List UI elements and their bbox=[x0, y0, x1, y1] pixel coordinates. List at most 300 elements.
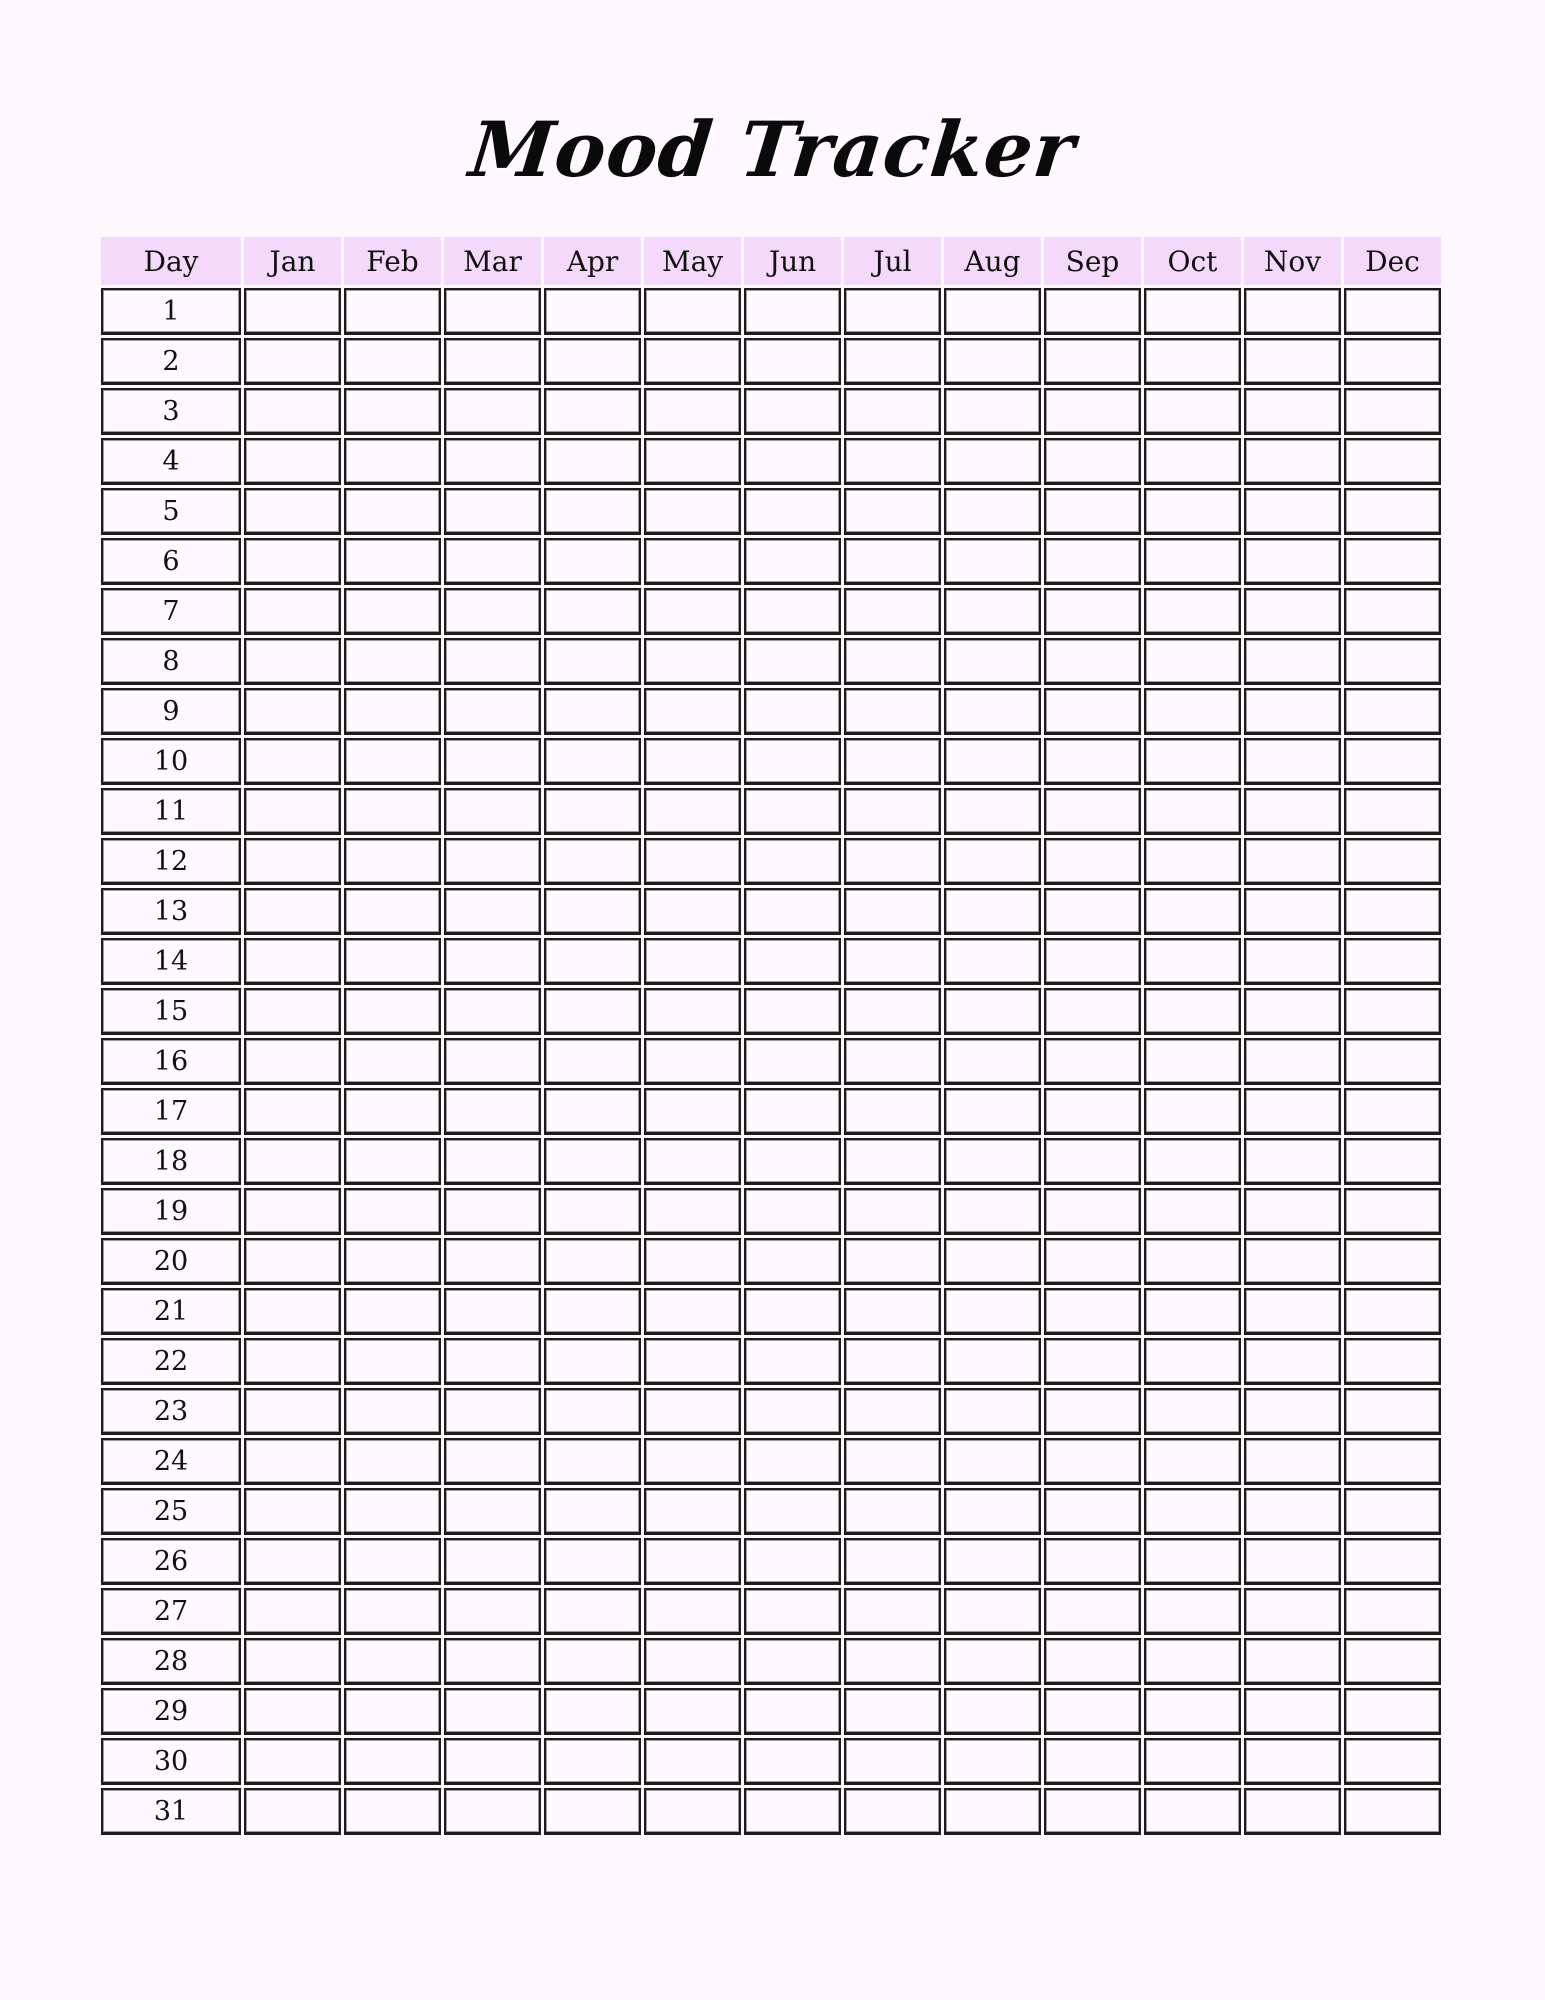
mood-cell-nov-29[interactable] bbox=[1244, 1688, 1341, 1735]
mood-cell-mar-24[interactable] bbox=[444, 1438, 541, 1485]
mood-cell-oct-26[interactable] bbox=[1144, 1538, 1241, 1585]
mood-cell-nov-17[interactable] bbox=[1244, 1088, 1341, 1135]
mood-cell-jun-27[interactable] bbox=[744, 1588, 841, 1635]
mood-cell-feb-18[interactable] bbox=[344, 1138, 441, 1185]
mood-cell-jan-21[interactable] bbox=[244, 1288, 341, 1335]
mood-cell-jan-11[interactable] bbox=[244, 788, 341, 835]
mood-cell-jun-17[interactable] bbox=[744, 1088, 841, 1135]
mood-cell-may-8[interactable] bbox=[644, 638, 741, 685]
mood-cell-apr-15[interactable] bbox=[544, 988, 641, 1035]
mood-cell-may-30[interactable] bbox=[644, 1738, 741, 1785]
mood-cell-jun-22[interactable] bbox=[744, 1338, 841, 1385]
mood-cell-sep-19[interactable] bbox=[1044, 1188, 1141, 1235]
mood-cell-mar-25[interactable] bbox=[444, 1488, 541, 1535]
mood-cell-aug-22[interactable] bbox=[944, 1338, 1041, 1385]
mood-cell-mar-22[interactable] bbox=[444, 1338, 541, 1385]
mood-cell-may-22[interactable] bbox=[644, 1338, 741, 1385]
mood-cell-jun-31[interactable] bbox=[744, 1788, 841, 1835]
mood-cell-apr-18[interactable] bbox=[544, 1138, 641, 1185]
mood-cell-jul-10[interactable] bbox=[844, 738, 941, 785]
mood-cell-feb-29[interactable] bbox=[344, 1688, 441, 1735]
mood-cell-dec-28[interactable] bbox=[1344, 1638, 1441, 1685]
mood-cell-mar-18[interactable] bbox=[444, 1138, 541, 1185]
mood-cell-apr-8[interactable] bbox=[544, 638, 641, 685]
mood-cell-apr-6[interactable] bbox=[544, 538, 641, 585]
mood-cell-jan-22[interactable] bbox=[244, 1338, 341, 1385]
mood-cell-nov-11[interactable] bbox=[1244, 788, 1341, 835]
mood-cell-may-10[interactable] bbox=[644, 738, 741, 785]
mood-cell-may-18[interactable] bbox=[644, 1138, 741, 1185]
mood-cell-dec-8[interactable] bbox=[1344, 638, 1441, 685]
mood-cell-jul-18[interactable] bbox=[844, 1138, 941, 1185]
mood-cell-sep-9[interactable] bbox=[1044, 688, 1141, 735]
mood-cell-jul-26[interactable] bbox=[844, 1538, 941, 1585]
mood-cell-jan-28[interactable] bbox=[244, 1638, 341, 1685]
mood-cell-oct-27[interactable] bbox=[1144, 1588, 1241, 1635]
mood-cell-jul-1[interactable] bbox=[844, 288, 941, 335]
mood-cell-dec-20[interactable] bbox=[1344, 1238, 1441, 1285]
mood-cell-apr-20[interactable] bbox=[544, 1238, 641, 1285]
mood-cell-apr-1[interactable] bbox=[544, 288, 641, 335]
mood-cell-jun-14[interactable] bbox=[744, 938, 841, 985]
mood-cell-jan-23[interactable] bbox=[244, 1388, 341, 1435]
mood-cell-aug-16[interactable] bbox=[944, 1038, 1041, 1085]
mood-cell-aug-30[interactable] bbox=[944, 1738, 1041, 1785]
mood-cell-jan-3[interactable] bbox=[244, 388, 341, 435]
mood-cell-mar-8[interactable] bbox=[444, 638, 541, 685]
mood-cell-mar-9[interactable] bbox=[444, 688, 541, 735]
mood-cell-oct-21[interactable] bbox=[1144, 1288, 1241, 1335]
mood-cell-dec-27[interactable] bbox=[1344, 1588, 1441, 1635]
mood-cell-may-17[interactable] bbox=[644, 1088, 741, 1135]
mood-cell-oct-25[interactable] bbox=[1144, 1488, 1241, 1535]
mood-cell-may-1[interactable] bbox=[644, 288, 741, 335]
mood-cell-oct-19[interactable] bbox=[1144, 1188, 1241, 1235]
mood-cell-apr-22[interactable] bbox=[544, 1338, 641, 1385]
mood-cell-feb-28[interactable] bbox=[344, 1638, 441, 1685]
mood-cell-sep-16[interactable] bbox=[1044, 1038, 1141, 1085]
mood-cell-mar-19[interactable] bbox=[444, 1188, 541, 1235]
mood-cell-aug-13[interactable] bbox=[944, 888, 1041, 935]
mood-cell-oct-28[interactable] bbox=[1144, 1638, 1241, 1685]
mood-cell-jul-7[interactable] bbox=[844, 588, 941, 635]
mood-cell-oct-15[interactable] bbox=[1144, 988, 1241, 1035]
mood-cell-aug-1[interactable] bbox=[944, 288, 1041, 335]
mood-cell-jul-27[interactable] bbox=[844, 1588, 941, 1635]
mood-cell-feb-25[interactable] bbox=[344, 1488, 441, 1535]
mood-cell-feb-1[interactable] bbox=[344, 288, 441, 335]
mood-cell-mar-23[interactable] bbox=[444, 1388, 541, 1435]
mood-cell-jun-25[interactable] bbox=[744, 1488, 841, 1535]
mood-cell-may-19[interactable] bbox=[644, 1188, 741, 1235]
mood-cell-aug-26[interactable] bbox=[944, 1538, 1041, 1585]
mood-cell-apr-12[interactable] bbox=[544, 838, 641, 885]
mood-cell-feb-2[interactable] bbox=[344, 338, 441, 385]
mood-cell-dec-2[interactable] bbox=[1344, 338, 1441, 385]
mood-cell-feb-9[interactable] bbox=[344, 688, 441, 735]
mood-cell-apr-5[interactable] bbox=[544, 488, 641, 535]
mood-cell-nov-12[interactable] bbox=[1244, 838, 1341, 885]
mood-cell-jul-21[interactable] bbox=[844, 1288, 941, 1335]
mood-cell-dec-12[interactable] bbox=[1344, 838, 1441, 885]
mood-cell-sep-4[interactable] bbox=[1044, 438, 1141, 485]
mood-cell-sep-17[interactable] bbox=[1044, 1088, 1141, 1135]
mood-cell-aug-21[interactable] bbox=[944, 1288, 1041, 1335]
mood-cell-apr-19[interactable] bbox=[544, 1188, 641, 1235]
mood-cell-jan-12[interactable] bbox=[244, 838, 341, 885]
mood-cell-aug-14[interactable] bbox=[944, 938, 1041, 985]
mood-cell-may-16[interactable] bbox=[644, 1038, 741, 1085]
mood-cell-jun-20[interactable] bbox=[744, 1238, 841, 1285]
mood-cell-jul-22[interactable] bbox=[844, 1338, 941, 1385]
mood-cell-aug-11[interactable] bbox=[944, 788, 1041, 835]
mood-cell-jun-7[interactable] bbox=[744, 588, 841, 635]
mood-cell-mar-16[interactable] bbox=[444, 1038, 541, 1085]
mood-cell-oct-31[interactable] bbox=[1144, 1788, 1241, 1835]
mood-cell-sep-31[interactable] bbox=[1044, 1788, 1141, 1835]
mood-cell-dec-6[interactable] bbox=[1344, 538, 1441, 585]
mood-cell-mar-13[interactable] bbox=[444, 888, 541, 935]
mood-cell-mar-31[interactable] bbox=[444, 1788, 541, 1835]
mood-cell-may-5[interactable] bbox=[644, 488, 741, 535]
mood-cell-may-9[interactable] bbox=[644, 688, 741, 735]
mood-cell-may-3[interactable] bbox=[644, 388, 741, 435]
mood-cell-jan-15[interactable] bbox=[244, 988, 341, 1035]
mood-cell-sep-21[interactable] bbox=[1044, 1288, 1141, 1335]
mood-cell-aug-31[interactable] bbox=[944, 1788, 1041, 1835]
mood-cell-may-27[interactable] bbox=[644, 1588, 741, 1635]
mood-cell-may-26[interactable] bbox=[644, 1538, 741, 1585]
mood-cell-dec-26[interactable] bbox=[1344, 1538, 1441, 1585]
mood-cell-oct-5[interactable] bbox=[1144, 488, 1241, 535]
mood-cell-feb-6[interactable] bbox=[344, 538, 441, 585]
mood-cell-jul-5[interactable] bbox=[844, 488, 941, 535]
mood-cell-jan-2[interactable] bbox=[244, 338, 341, 385]
mood-cell-may-23[interactable] bbox=[644, 1388, 741, 1435]
mood-cell-dec-15[interactable] bbox=[1344, 988, 1441, 1035]
mood-cell-jun-30[interactable] bbox=[744, 1738, 841, 1785]
mood-cell-feb-11[interactable] bbox=[344, 788, 441, 835]
mood-cell-sep-23[interactable] bbox=[1044, 1388, 1141, 1435]
mood-cell-apr-10[interactable] bbox=[544, 738, 641, 785]
mood-cell-aug-10[interactable] bbox=[944, 738, 1041, 785]
mood-cell-nov-16[interactable] bbox=[1244, 1038, 1341, 1085]
mood-cell-mar-21[interactable] bbox=[444, 1288, 541, 1335]
mood-cell-jul-28[interactable] bbox=[844, 1638, 941, 1685]
mood-cell-feb-19[interactable] bbox=[344, 1188, 441, 1235]
mood-cell-mar-6[interactable] bbox=[444, 538, 541, 585]
mood-cell-mar-3[interactable] bbox=[444, 388, 541, 435]
mood-cell-jun-5[interactable] bbox=[744, 488, 841, 535]
mood-cell-jul-20[interactable] bbox=[844, 1238, 941, 1285]
mood-cell-sep-1[interactable] bbox=[1044, 288, 1141, 335]
mood-cell-nov-31[interactable] bbox=[1244, 1788, 1341, 1835]
mood-cell-feb-17[interactable] bbox=[344, 1088, 441, 1135]
mood-cell-jan-24[interactable] bbox=[244, 1438, 341, 1485]
mood-cell-may-12[interactable] bbox=[644, 838, 741, 885]
mood-cell-aug-17[interactable] bbox=[944, 1088, 1041, 1135]
mood-cell-sep-22[interactable] bbox=[1044, 1338, 1141, 1385]
mood-cell-nov-10[interactable] bbox=[1244, 738, 1341, 785]
mood-cell-aug-5[interactable] bbox=[944, 488, 1041, 535]
mood-cell-apr-26[interactable] bbox=[544, 1538, 641, 1585]
mood-cell-aug-20[interactable] bbox=[944, 1238, 1041, 1285]
mood-cell-apr-4[interactable] bbox=[544, 438, 641, 485]
mood-cell-jun-2[interactable] bbox=[744, 338, 841, 385]
mood-cell-jul-19[interactable] bbox=[844, 1188, 941, 1235]
mood-cell-jul-2[interactable] bbox=[844, 338, 941, 385]
mood-cell-sep-28[interactable] bbox=[1044, 1638, 1141, 1685]
mood-cell-dec-13[interactable] bbox=[1344, 888, 1441, 935]
mood-cell-aug-7[interactable] bbox=[944, 588, 1041, 635]
mood-cell-sep-27[interactable] bbox=[1044, 1588, 1141, 1635]
mood-cell-jan-14[interactable] bbox=[244, 938, 341, 985]
mood-cell-mar-17[interactable] bbox=[444, 1088, 541, 1135]
mood-cell-oct-4[interactable] bbox=[1144, 438, 1241, 485]
mood-cell-jul-8[interactable] bbox=[844, 638, 941, 685]
mood-cell-jul-25[interactable] bbox=[844, 1488, 941, 1535]
mood-cell-jan-17[interactable] bbox=[244, 1088, 341, 1135]
mood-cell-dec-29[interactable] bbox=[1344, 1688, 1441, 1735]
mood-cell-sep-15[interactable] bbox=[1044, 988, 1141, 1035]
mood-cell-may-6[interactable] bbox=[644, 538, 741, 585]
mood-cell-nov-27[interactable] bbox=[1244, 1588, 1341, 1635]
mood-cell-sep-10[interactable] bbox=[1044, 738, 1141, 785]
mood-cell-mar-5[interactable] bbox=[444, 488, 541, 535]
mood-cell-oct-1[interactable] bbox=[1144, 288, 1241, 335]
mood-cell-sep-8[interactable] bbox=[1044, 638, 1141, 685]
mood-cell-dec-22[interactable] bbox=[1344, 1338, 1441, 1385]
mood-cell-jul-24[interactable] bbox=[844, 1438, 941, 1485]
mood-cell-jul-16[interactable] bbox=[844, 1038, 941, 1085]
mood-cell-apr-13[interactable] bbox=[544, 888, 641, 935]
mood-cell-jun-4[interactable] bbox=[744, 438, 841, 485]
mood-cell-sep-13[interactable] bbox=[1044, 888, 1141, 935]
mood-cell-aug-3[interactable] bbox=[944, 388, 1041, 435]
mood-cell-jan-29[interactable] bbox=[244, 1688, 341, 1735]
mood-cell-jan-31[interactable] bbox=[244, 1788, 341, 1835]
mood-cell-mar-4[interactable] bbox=[444, 438, 541, 485]
mood-cell-feb-23[interactable] bbox=[344, 1388, 441, 1435]
mood-cell-mar-11[interactable] bbox=[444, 788, 541, 835]
mood-cell-feb-22[interactable] bbox=[344, 1338, 441, 1385]
mood-cell-aug-29[interactable] bbox=[944, 1688, 1041, 1735]
mood-cell-oct-29[interactable] bbox=[1144, 1688, 1241, 1735]
mood-cell-mar-28[interactable] bbox=[444, 1638, 541, 1685]
mood-cell-mar-1[interactable] bbox=[444, 288, 541, 335]
mood-cell-jul-4[interactable] bbox=[844, 438, 941, 485]
mood-cell-oct-10[interactable] bbox=[1144, 738, 1241, 785]
mood-cell-jul-14[interactable] bbox=[844, 938, 941, 985]
mood-cell-nov-26[interactable] bbox=[1244, 1538, 1341, 1585]
mood-cell-sep-25[interactable] bbox=[1044, 1488, 1141, 1535]
mood-cell-jan-8[interactable] bbox=[244, 638, 341, 685]
mood-cell-dec-19[interactable] bbox=[1344, 1188, 1441, 1235]
mood-cell-may-21[interactable] bbox=[644, 1288, 741, 1335]
mood-cell-jun-9[interactable] bbox=[744, 688, 841, 735]
mood-cell-dec-17[interactable] bbox=[1344, 1088, 1441, 1135]
mood-cell-feb-16[interactable] bbox=[344, 1038, 441, 1085]
mood-cell-oct-3[interactable] bbox=[1144, 388, 1241, 435]
mood-cell-jul-29[interactable] bbox=[844, 1688, 941, 1735]
mood-cell-feb-20[interactable] bbox=[344, 1238, 441, 1285]
mood-cell-apr-2[interactable] bbox=[544, 338, 641, 385]
mood-cell-mar-10[interactable] bbox=[444, 738, 541, 785]
mood-cell-sep-29[interactable] bbox=[1044, 1688, 1141, 1735]
mood-cell-jan-18[interactable] bbox=[244, 1138, 341, 1185]
mood-cell-jun-19[interactable] bbox=[744, 1188, 841, 1235]
mood-cell-may-31[interactable] bbox=[644, 1788, 741, 1835]
mood-cell-mar-7[interactable] bbox=[444, 588, 541, 635]
mood-cell-jun-1[interactable] bbox=[744, 288, 841, 335]
mood-cell-jul-31[interactable] bbox=[844, 1788, 941, 1835]
mood-cell-jun-21[interactable] bbox=[744, 1288, 841, 1335]
mood-cell-may-25[interactable] bbox=[644, 1488, 741, 1535]
mood-cell-dec-23[interactable] bbox=[1344, 1388, 1441, 1435]
mood-cell-jun-15[interactable] bbox=[744, 988, 841, 1035]
mood-cell-oct-23[interactable] bbox=[1144, 1388, 1241, 1435]
mood-cell-nov-5[interactable] bbox=[1244, 488, 1341, 535]
mood-cell-aug-2[interactable] bbox=[944, 338, 1041, 385]
mood-cell-aug-8[interactable] bbox=[944, 638, 1041, 685]
mood-cell-apr-3[interactable] bbox=[544, 388, 641, 435]
mood-cell-sep-11[interactable] bbox=[1044, 788, 1141, 835]
mood-cell-nov-14[interactable] bbox=[1244, 938, 1341, 985]
mood-cell-nov-13[interactable] bbox=[1244, 888, 1341, 935]
mood-cell-nov-1[interactable] bbox=[1244, 288, 1341, 335]
mood-cell-jul-6[interactable] bbox=[844, 538, 941, 585]
mood-cell-may-2[interactable] bbox=[644, 338, 741, 385]
mood-cell-mar-2[interactable] bbox=[444, 338, 541, 385]
mood-cell-may-7[interactable] bbox=[644, 588, 741, 635]
mood-cell-nov-28[interactable] bbox=[1244, 1638, 1341, 1685]
mood-cell-nov-3[interactable] bbox=[1244, 388, 1341, 435]
mood-cell-jan-30[interactable] bbox=[244, 1738, 341, 1785]
mood-cell-apr-24[interactable] bbox=[544, 1438, 641, 1485]
mood-cell-jul-23[interactable] bbox=[844, 1388, 941, 1435]
mood-cell-apr-25[interactable] bbox=[544, 1488, 641, 1535]
mood-cell-may-13[interactable] bbox=[644, 888, 741, 935]
mood-cell-apr-28[interactable] bbox=[544, 1638, 641, 1685]
mood-cell-apr-9[interactable] bbox=[544, 688, 641, 735]
mood-cell-jun-13[interactable] bbox=[744, 888, 841, 935]
mood-cell-jan-1[interactable] bbox=[244, 288, 341, 335]
mood-cell-feb-4[interactable] bbox=[344, 438, 441, 485]
mood-cell-jul-11[interactable] bbox=[844, 788, 941, 835]
mood-cell-may-28[interactable] bbox=[644, 1638, 741, 1685]
mood-cell-jun-24[interactable] bbox=[744, 1438, 841, 1485]
mood-cell-dec-9[interactable] bbox=[1344, 688, 1441, 735]
mood-cell-dec-4[interactable] bbox=[1344, 438, 1441, 485]
mood-cell-jan-19[interactable] bbox=[244, 1188, 341, 1235]
mood-cell-sep-14[interactable] bbox=[1044, 938, 1141, 985]
mood-cell-oct-13[interactable] bbox=[1144, 888, 1241, 935]
mood-cell-feb-15[interactable] bbox=[344, 988, 441, 1035]
mood-cell-aug-24[interactable] bbox=[944, 1438, 1041, 1485]
mood-cell-nov-20[interactable] bbox=[1244, 1238, 1341, 1285]
mood-cell-feb-13[interactable] bbox=[344, 888, 441, 935]
mood-cell-nov-9[interactable] bbox=[1244, 688, 1341, 735]
mood-cell-jan-7[interactable] bbox=[244, 588, 341, 635]
mood-cell-mar-26[interactable] bbox=[444, 1538, 541, 1585]
mood-cell-apr-31[interactable] bbox=[544, 1788, 641, 1835]
mood-cell-aug-19[interactable] bbox=[944, 1188, 1041, 1235]
mood-cell-feb-12[interactable] bbox=[344, 838, 441, 885]
mood-cell-apr-23[interactable] bbox=[544, 1388, 641, 1435]
mood-cell-apr-27[interactable] bbox=[544, 1588, 641, 1635]
mood-cell-oct-16[interactable] bbox=[1144, 1038, 1241, 1085]
mood-cell-nov-22[interactable] bbox=[1244, 1338, 1341, 1385]
mood-cell-feb-27[interactable] bbox=[344, 1588, 441, 1635]
mood-cell-sep-30[interactable] bbox=[1044, 1738, 1141, 1785]
mood-cell-jan-5[interactable] bbox=[244, 488, 341, 535]
mood-cell-feb-26[interactable] bbox=[344, 1538, 441, 1585]
mood-cell-sep-26[interactable] bbox=[1044, 1538, 1141, 1585]
mood-cell-jan-6[interactable] bbox=[244, 538, 341, 585]
mood-cell-mar-12[interactable] bbox=[444, 838, 541, 885]
mood-cell-dec-5[interactable] bbox=[1344, 488, 1441, 535]
mood-cell-nov-25[interactable] bbox=[1244, 1488, 1341, 1535]
mood-cell-mar-30[interactable] bbox=[444, 1738, 541, 1785]
mood-cell-sep-20[interactable] bbox=[1044, 1238, 1141, 1285]
mood-cell-jun-16[interactable] bbox=[744, 1038, 841, 1085]
mood-cell-jan-13[interactable] bbox=[244, 888, 341, 935]
mood-cell-jun-29[interactable] bbox=[744, 1688, 841, 1735]
mood-cell-may-15[interactable] bbox=[644, 988, 741, 1035]
mood-cell-feb-30[interactable] bbox=[344, 1738, 441, 1785]
mood-cell-jun-11[interactable] bbox=[744, 788, 841, 835]
mood-cell-feb-31[interactable] bbox=[344, 1788, 441, 1835]
mood-cell-oct-18[interactable] bbox=[1144, 1138, 1241, 1185]
mood-cell-apr-16[interactable] bbox=[544, 1038, 641, 1085]
mood-cell-oct-2[interactable] bbox=[1144, 338, 1241, 385]
mood-cell-mar-27[interactable] bbox=[444, 1588, 541, 1635]
mood-cell-aug-6[interactable] bbox=[944, 538, 1041, 585]
mood-cell-nov-4[interactable] bbox=[1244, 438, 1341, 485]
mood-cell-feb-3[interactable] bbox=[344, 388, 441, 435]
mood-cell-jul-15[interactable] bbox=[844, 988, 941, 1035]
mood-cell-jan-27[interactable] bbox=[244, 1588, 341, 1635]
mood-cell-sep-24[interactable] bbox=[1044, 1438, 1141, 1485]
mood-cell-jan-26[interactable] bbox=[244, 1538, 341, 1585]
mood-cell-oct-11[interactable] bbox=[1144, 788, 1241, 835]
mood-cell-jul-13[interactable] bbox=[844, 888, 941, 935]
mood-cell-aug-27[interactable] bbox=[944, 1588, 1041, 1635]
mood-cell-mar-29[interactable] bbox=[444, 1688, 541, 1735]
mood-cell-jun-18[interactable] bbox=[744, 1138, 841, 1185]
mood-cell-jan-20[interactable] bbox=[244, 1238, 341, 1285]
mood-cell-aug-18[interactable] bbox=[944, 1138, 1041, 1185]
mood-cell-sep-3[interactable] bbox=[1044, 388, 1141, 435]
mood-cell-jun-3[interactable] bbox=[744, 388, 841, 435]
mood-cell-jul-17[interactable] bbox=[844, 1088, 941, 1135]
mood-cell-nov-24[interactable] bbox=[1244, 1438, 1341, 1485]
mood-cell-may-11[interactable] bbox=[644, 788, 741, 835]
mood-cell-may-14[interactable] bbox=[644, 938, 741, 985]
mood-cell-oct-20[interactable] bbox=[1144, 1238, 1241, 1285]
mood-cell-jun-12[interactable] bbox=[744, 838, 841, 885]
mood-cell-jan-9[interactable] bbox=[244, 688, 341, 735]
mood-cell-nov-15[interactable] bbox=[1244, 988, 1341, 1035]
mood-cell-oct-8[interactable] bbox=[1144, 638, 1241, 685]
mood-cell-apr-29[interactable] bbox=[544, 1688, 641, 1735]
mood-cell-jun-23[interactable] bbox=[744, 1388, 841, 1435]
mood-cell-mar-20[interactable] bbox=[444, 1238, 541, 1285]
mood-cell-sep-12[interactable] bbox=[1044, 838, 1141, 885]
mood-cell-apr-21[interactable] bbox=[544, 1288, 641, 1335]
mood-cell-oct-17[interactable] bbox=[1144, 1088, 1241, 1135]
mood-cell-jan-25[interactable] bbox=[244, 1488, 341, 1535]
